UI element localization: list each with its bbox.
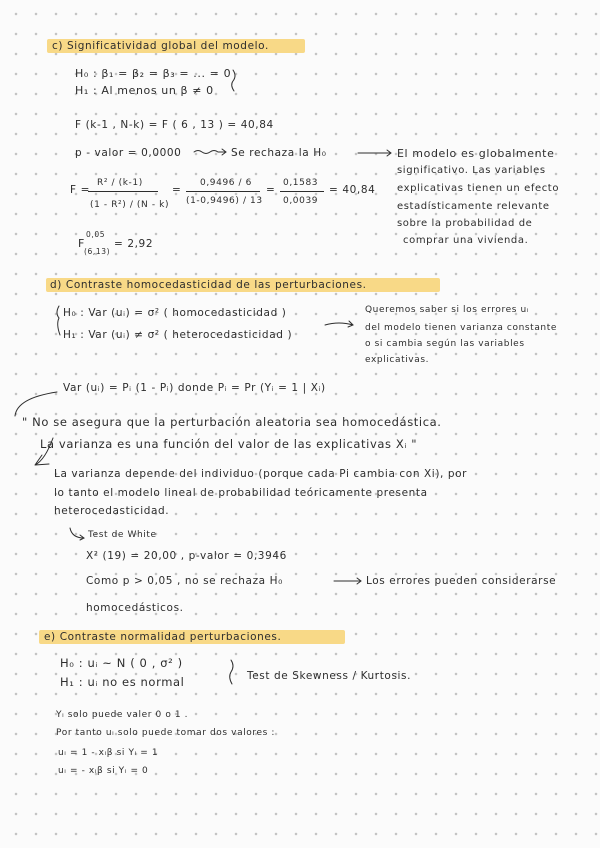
brace-e-hypotheses xyxy=(230,660,233,684)
equals-1: = xyxy=(172,184,182,196)
arrow-to-result-icon xyxy=(334,578,361,584)
brace-c-hypotheses xyxy=(232,70,235,91)
chi-square-result: X² (19) = 20,00 , p-valor = 0,3946 xyxy=(86,550,287,562)
critical-f-value: = 2,92 xyxy=(114,238,154,250)
conclusion-line-3: explicativas tienen un efecto xyxy=(397,183,560,194)
motivation-line-2: del modelo tienen varianza constante xyxy=(365,323,557,333)
variance-formula: Var (uᵢ) = Pᵢ (1 - Pᵢ) donde Pᵢ = Pr (Yᵢ = 1 | Xᵢ) xyxy=(63,382,326,394)
section-e-h0: H₀ : uᵢ ~ N ( 0 , σ² ) xyxy=(60,656,183,670)
equals-2: = xyxy=(266,184,276,196)
explanation-line-2: lo tanto el modelo lineal de probabilidad teóricamente presenta xyxy=(54,487,428,499)
conclusion-line-2: significativo. Las variables xyxy=(397,165,546,176)
conclusion-line-5: sobre la probabilidad de xyxy=(397,218,533,229)
formula-numerator-2: 0,9496 / 6 xyxy=(200,178,252,188)
p-value-line: p - valor = 0,0000 xyxy=(75,147,182,159)
quote-line-2: La varianza es una función del valor de las explicativas Xᵢ " xyxy=(40,437,418,451)
section-c-h0: H₀ : β₁ = β₂ = β₃ = ... = 0 xyxy=(75,67,232,80)
residual-case-2: uᵢ = - xᵢβ si Yᵢ = 0 xyxy=(58,766,149,776)
conclusion-line-6: comprar una vivienda. xyxy=(403,235,529,246)
white-test-label: Test de White xyxy=(88,530,157,540)
formula-denominator-3: 0,0039 xyxy=(283,196,319,206)
arrow-to-conclusion-icon xyxy=(358,150,391,156)
curve-quote-top xyxy=(15,392,57,416)
conclusion-line-4: estadísticamente relevante xyxy=(397,201,550,212)
section-c-h1: H₁ : Al menos un β ≠ 0 xyxy=(75,84,214,97)
normality-test: Test de Skewness / Kurtosis. xyxy=(247,670,412,682)
critical-f-label: F xyxy=(78,237,85,250)
brace-d-hypotheses xyxy=(57,306,60,335)
motivation-line-3: o si cambia según las variables xyxy=(365,339,525,349)
section-e-h1: H₁ : uᵢ no es normal xyxy=(60,675,185,689)
motivation-line-1: Queremos saber si los errores uᵢ xyxy=(365,305,529,315)
motivation-line-4: explicativas. xyxy=(365,355,430,365)
formula-denominator-2: (1-0,9496) / 13 xyxy=(186,196,263,206)
arrow-white-test-icon xyxy=(70,528,84,540)
explanation-line-3: heterocedasticidad. xyxy=(54,505,170,517)
arrow-wavy-icon xyxy=(194,151,225,154)
formula-numerator-3: 0,1583 xyxy=(283,178,319,188)
section-c-heading: c) Significatividad global del modelo. xyxy=(52,40,269,52)
decision-result: Los errores pueden considerarse xyxy=(366,575,557,587)
binary-note-1: Yᵢ solo puede valer 0 o 1 . xyxy=(56,710,189,720)
conclusion-line-1: El modelo es globalmente xyxy=(397,147,555,160)
section-d-h1: H₁ : Var (uᵢ) ≠ σ² ( heterocedasticidad ) xyxy=(63,329,293,341)
section-d-heading: d) Contraste homocedasticidad de las perturbaciones. xyxy=(50,279,367,291)
f-statistic: F (k-1 , N-k) = F ( 6 , 13 ) = 40,84 xyxy=(75,119,274,131)
formula-result: = 40,84 xyxy=(329,184,376,196)
residual-case-1: uᵢ = 1 - xᵢβ si Yᵢ = 1 xyxy=(58,748,159,758)
arrow-to-motivation-icon xyxy=(325,321,353,327)
reject-statement: Se rechaza la H₀ xyxy=(231,147,327,159)
formula-denominator-1: (1 - R²) / (N - k) xyxy=(90,200,170,210)
explanation-line-1: La varianza depende del individuo (porque cada Pi cambia con Xi), por xyxy=(54,468,468,480)
decision-tail: homocedásticos. xyxy=(86,602,184,614)
section-d-h0: H₀ : Var (uᵢ) = σ² ( homocedasticidad ) xyxy=(63,307,287,319)
quote-line-1: " No se asegura que la perturbación aleatoria sea homocedástica. xyxy=(22,415,442,429)
critical-f-df: (6,13) xyxy=(84,247,111,256)
binary-note-2: Por tanto uᵢ solo puede tomar dos valores : xyxy=(56,728,276,738)
curve-quote-bottom xyxy=(35,438,53,465)
formula-numerator-1: R² / (k-1) xyxy=(97,178,143,188)
critical-f-alpha: 0,05 xyxy=(86,230,106,239)
section-e-heading: e) Contraste normalidad perturbaciones. xyxy=(44,631,282,643)
decision-line: Como p > 0,05 , no se rechaza H₀ xyxy=(86,575,283,587)
formula-lhs: F = xyxy=(70,184,90,196)
